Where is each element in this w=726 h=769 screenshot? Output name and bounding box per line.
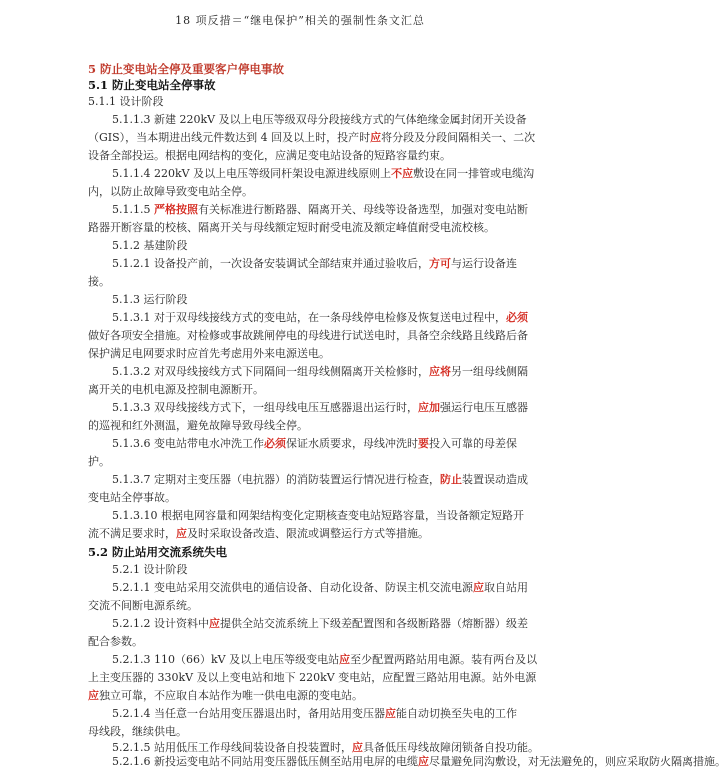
para-5-1-1-5-line-1: 5.1.1.5 严格按照有关标准进行断路器、隔离开关、母线等设备选型，加强对变电站断 (112, 203, 528, 216)
para-5-2-1-1-line-2: 交流不间断电源系统。 (88, 599, 198, 612)
para-5-2-1-6-line-1: 5.2.1.6 新投运变电站不同站用变压器低压侧至站用电屏的电缆应尽量避免同沟敷设，对无法避免的，则应采取防火隔离措施。 (112, 755, 726, 768)
para-5-2-1-4-line-1: 5.2.1.4 当任意一台站用变压器退出时，备用站用变压器应能自动切换至失电的工作 (112, 707, 517, 720)
para-5-2-1-4-line-2: 母线段，继续供电。 (88, 725, 187, 738)
para-5-1-2-1-line-2: 接。 (88, 275, 110, 288)
para-5-1-2-1-line-1: 5.1.2.1 设备投产前，一次设备安装调试全部结束并通过验收后，方可与运行设备连 (112, 257, 517, 270)
para-5-2-1-2-line-1: 5.2.1.2 设计资料中应提供全站交流系统上下级差配置图和各级断路器（熔断器）级差 (112, 617, 528, 630)
page-title: 18 项反措＝“继电保护”相关的强制性条文汇总 (175, 14, 425, 27)
para-5-1-1-3-line-3: 设备全部投运。根据电网结构的变化，应满足变电站设备的短路容量约束。 (88, 149, 451, 162)
para-5-1-1-3-line-2: （GIS），当本期进出线元件数达到 4 回及以上时，投产时应将分段及分段间隔相关一、二次 (88, 131, 536, 144)
para-5-1-3-7-line-1: 5.1.3.7 定期对主变压器（电抗器）的消防装置运行情况进行检查，防止装置误动造成 (112, 473, 528, 486)
para-5-1-1-4-line-2: 内，以防止故障导致变电站全停。 (88, 185, 253, 198)
para-5-2-1-3-line-1: 5.2.1.3 110（66）kV 及以上电压等级变电站应至少配置两路站用电源。装有两台及以 (112, 653, 538, 666)
para-5-1-3-10-line-2: 流不满足要求时，应及时采取设备改造、限流或调整运行方式等措施。 (88, 527, 429, 540)
para-5-1-1-3-line-1: 5.1.1.3 新建 220kV 及以上电压等级双母分段接线方式的气体绝缘金属封闭开关设备 (112, 113, 527, 126)
sub-5-1-1-heading: 5.1.1 设计阶段 (88, 95, 164, 108)
para-5-1-3-1-line-2: 做好各项安全措施。对检修或事故跳闸停电的母线进行试送电时，具备空余线路且线路后备 (88, 329, 528, 342)
para-5-1-3-1-line-3: 保护满足电网要求时应首先考虑用外来电源送电。 (88, 347, 330, 360)
para-5-1-3-6-line-1: 5.1.3.6 变电站带电水冲洗工作必须保证水质要求，母线冲洗时要投入可靠的母差保 (112, 437, 517, 450)
para-5-1-1-4-line-1: 5.1.1.4 220kV 及以上电压等级同杆架设电源进线原则上不应敷设在同一排管或电缆沟 (112, 167, 535, 180)
para-5-1-3-7-line-2: 变电站全停事故。 (88, 491, 176, 504)
para-5-1-3-2-line-2: 离开关的电机电源及控制电源断开。 (88, 383, 264, 396)
para-5-1-3-6-line-2: 护。 (88, 455, 110, 468)
sub-5-1-2-heading: 5.1.2 基建阶段 (112, 239, 188, 252)
para-5-1-3-3-line-1: 5.1.3.3 双母线接线方式下，一组母线电压互感器退出运行时，应加强运行电压互感器 (112, 401, 528, 414)
para-5-1-3-2-line-1: 5.1.3.2 对双母线接线方式下同隔间一组母线侧隔离开关检修时，应将另一组母线侧隔 (112, 365, 528, 378)
para-5-2-1-1-line-1: 5.2.1.1 变电站采用交流供电的通信设备、自动化设备、防误主机交流电源应取自站用 (112, 581, 528, 594)
para-5-2-1-2-line-2: 配合参数。 (88, 635, 143, 648)
para-5-2-1-3-line-3: 应独立可靠，不应取自本站作为唯一供电电源的变电站。 (88, 689, 363, 702)
sub-5-2-1-heading: 5.2.1 设计阶段 (112, 563, 188, 576)
section-5-heading: 5 防止变电站全停及重要客户停电事故 (88, 62, 285, 76)
para-5-1-3-3-line-2: 的巡视和红外测温，避免故障导致母线全停。 (88, 419, 308, 432)
para-5-1-3-1-line-1: 5.1.3.1 对于双母线接线方式的变电站，在一条母线停电检修及恢复送电过程中，必须 (112, 311, 528, 324)
para-5-1-1-5-line-2: 路器开断容量的校核、隔离开关与母线额定短时耐受电流及额定峰值耐受电流校核。 (88, 221, 495, 234)
section-5-2-heading: 5.2 防止站用交流系统失电 (88, 545, 228, 559)
sub-5-1-3-heading: 5.1.3 运行阶段 (112, 293, 188, 306)
para-5-1-3-10-line-1: 5.1.3.10 根据电网容量和网架结构变化定期核查变电站短路容量，当设备额定短路开 (112, 509, 524, 522)
para-5-2-1-5-line-1: 5.2.1.5 站用低压工作母线间装设备自投装置时，应具备低压母线故障闭锁备自投功能。 (112, 741, 539, 754)
section-5-1-heading: 5.1 防止变电站全停事故 (88, 78, 216, 92)
para-5-2-1-3-line-2: 上主变压器的 330kV 及以上变电站和地下 220kV 变电站，应配置三路站用电源。站外电源 (88, 671, 537, 684)
